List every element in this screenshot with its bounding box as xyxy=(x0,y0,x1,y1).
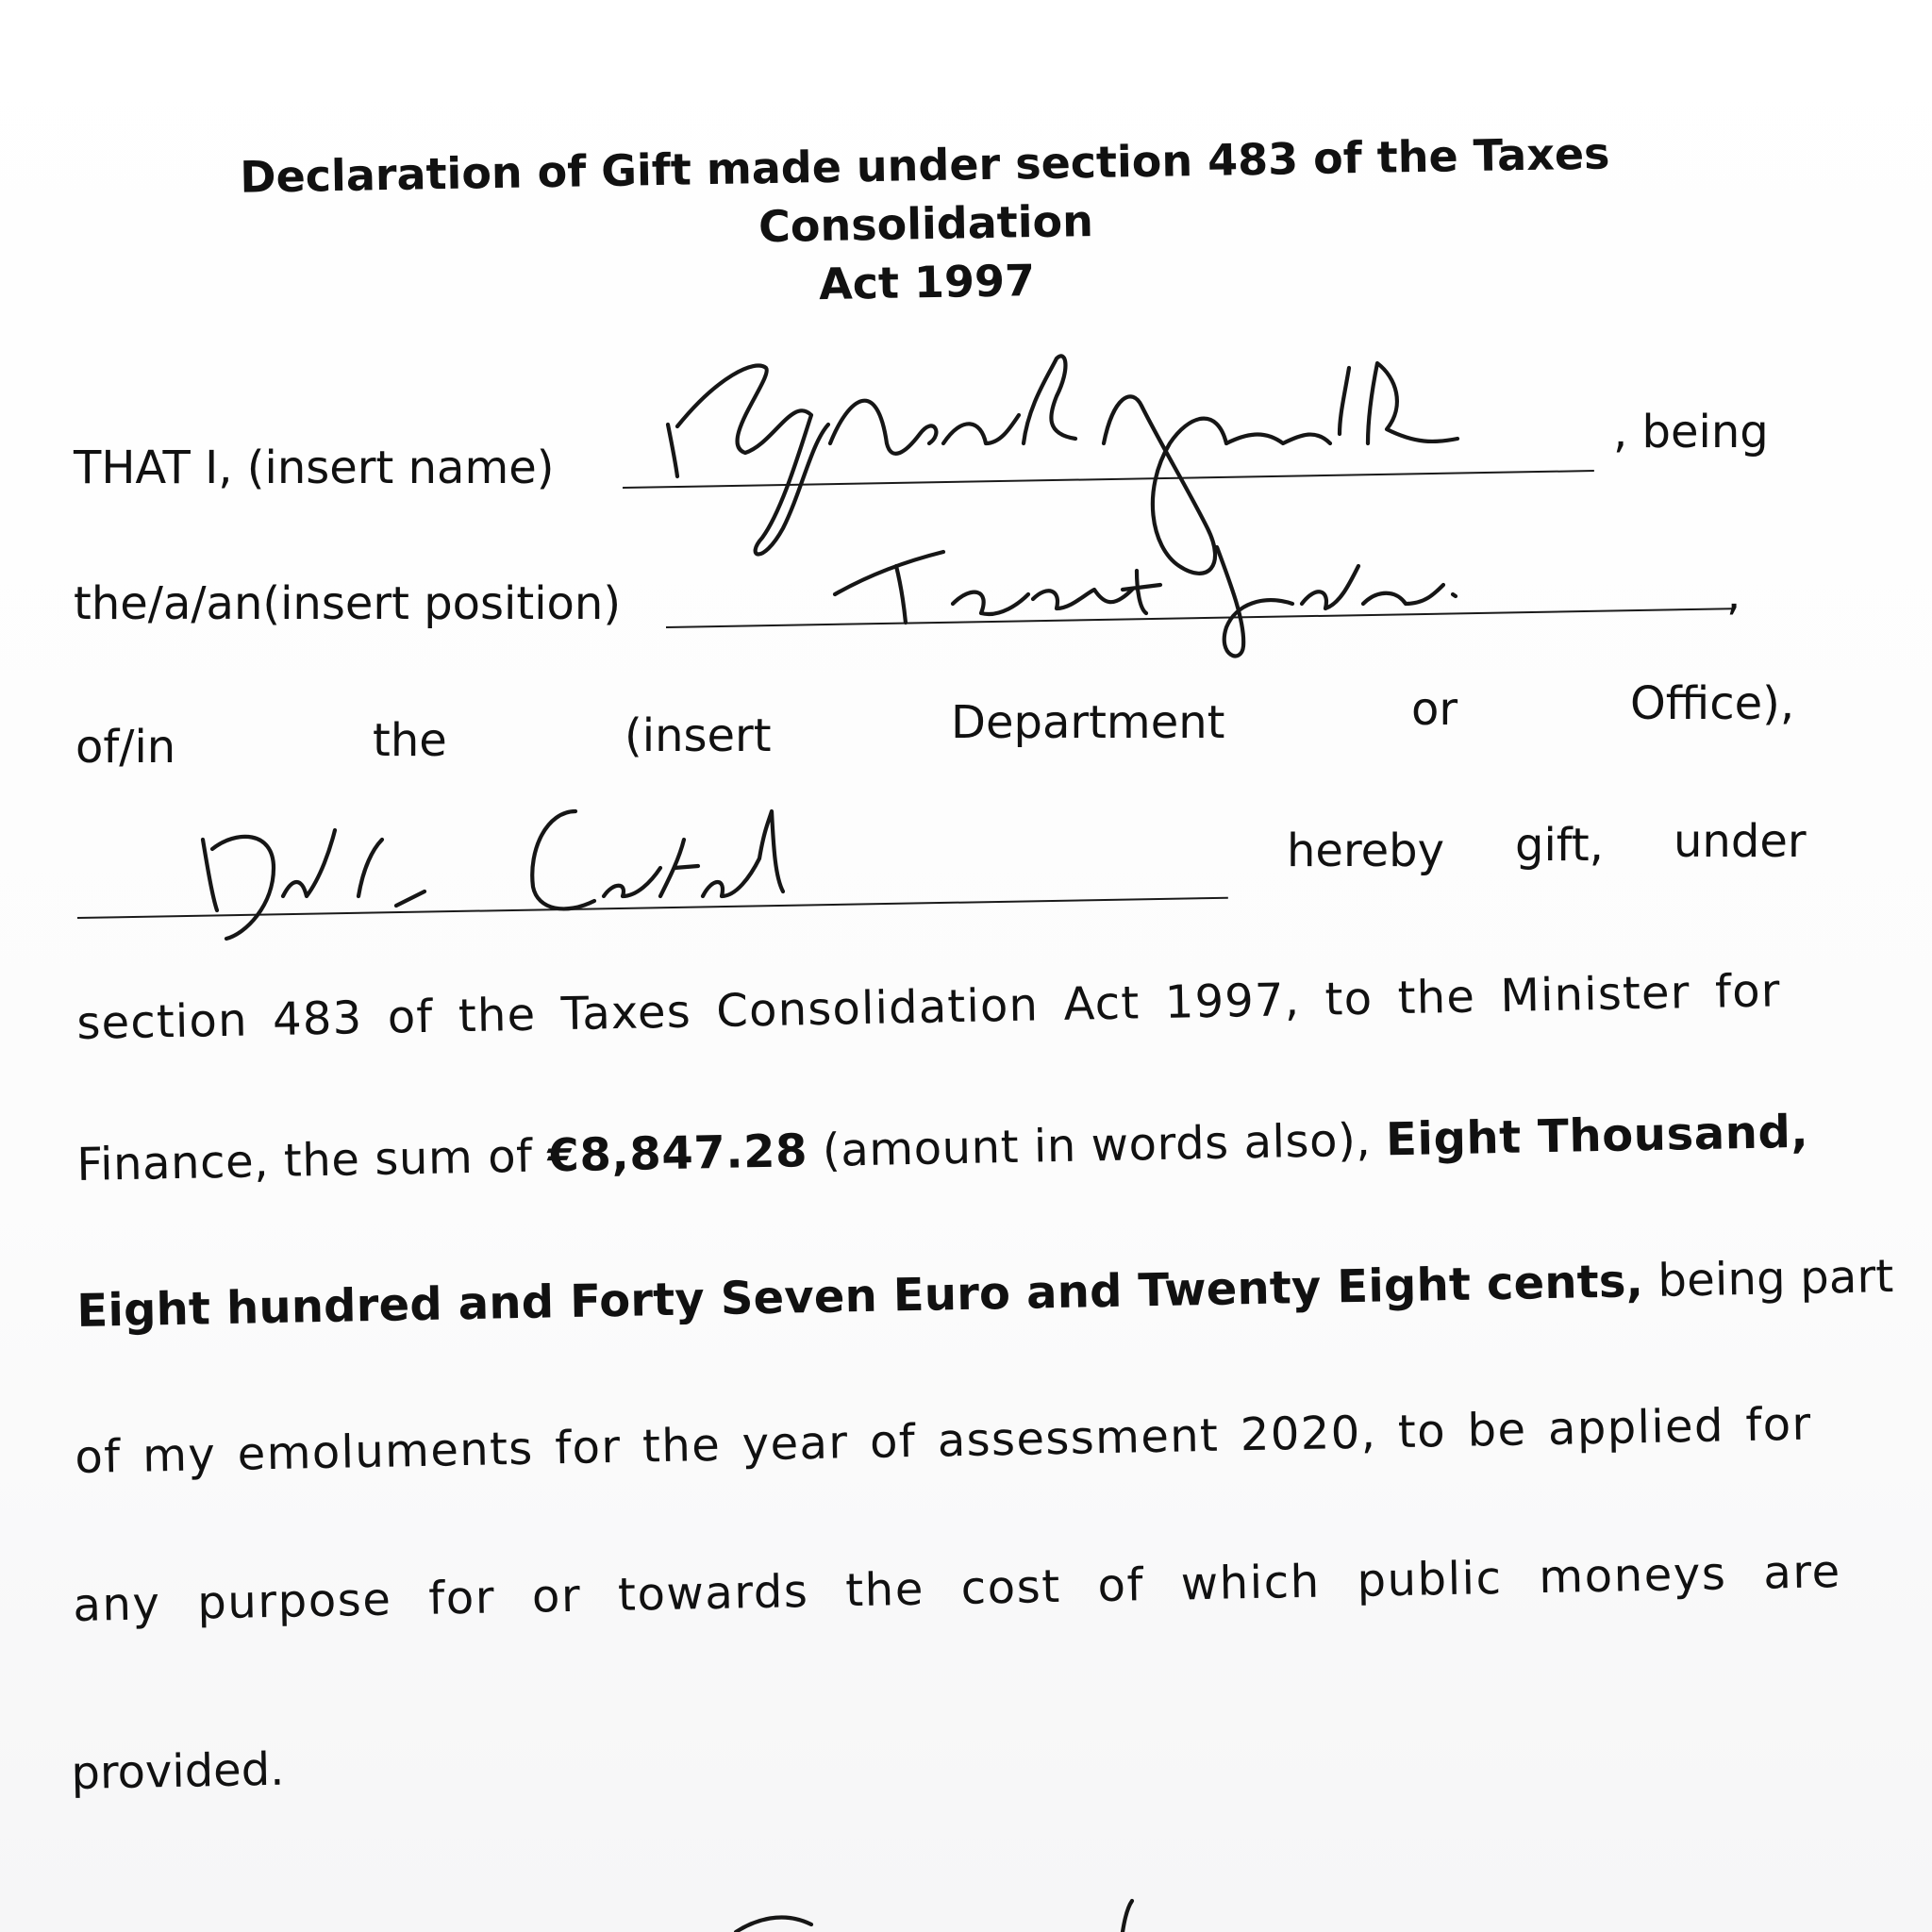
amount-words-note: (amount in words also), xyxy=(807,1113,1387,1178)
title-line-1: Declaration of Gift made under section 483 of the Taxes Consolidation xyxy=(239,127,1610,253)
gift-word-2: gift, xyxy=(1515,819,1604,872)
position-label: the/a/an(insert position) xyxy=(74,577,622,630)
handwritten-department xyxy=(203,811,783,939)
body-line-6: provided. xyxy=(70,1742,285,1801)
name-suffix: , being xyxy=(1613,406,1769,458)
dept-word-2: the xyxy=(373,714,447,767)
signature-fragment xyxy=(736,1901,1132,1932)
handwritten-name xyxy=(668,356,1457,573)
dept-word-1: of/in xyxy=(75,721,176,774)
dept-word-5: or xyxy=(1411,683,1458,736)
gift-word-1: hereby xyxy=(1287,824,1445,877)
position-suffix: , xyxy=(1726,568,1741,621)
body-line-2-text: Finance, the sum of xyxy=(75,1129,549,1192)
title-line-2: Act 1997 xyxy=(818,255,1036,310)
body-line-4: of my emoluments for the year of assessment 2020, to be applied for xyxy=(74,1397,1813,1485)
amount-words-part-2: Eight hundred and Forty Seven Euro and Twenty Eight cents, xyxy=(75,1255,1644,1339)
handwritten-position xyxy=(835,547,1456,656)
gift-word-3: under xyxy=(1674,815,1807,868)
dept-word-3: (insert xyxy=(625,709,772,762)
body-line-1: section 483 of the Taxes Consolidation Act 1997, to the Minister for xyxy=(75,964,1782,1051)
body-line-5: any purpose for or towards the cost of which public moneys are xyxy=(72,1545,1842,1633)
dept-word-4: Department xyxy=(951,696,1225,749)
name-label: THAT I, (insert name) xyxy=(74,441,555,494)
gift-amount: €8,847.28 xyxy=(546,1124,808,1183)
dept-word-6: Office), xyxy=(1630,677,1795,730)
body-line-3-text: being part xyxy=(1642,1250,1894,1308)
amount-words-part-1: Eight Thousand, xyxy=(1385,1105,1809,1167)
